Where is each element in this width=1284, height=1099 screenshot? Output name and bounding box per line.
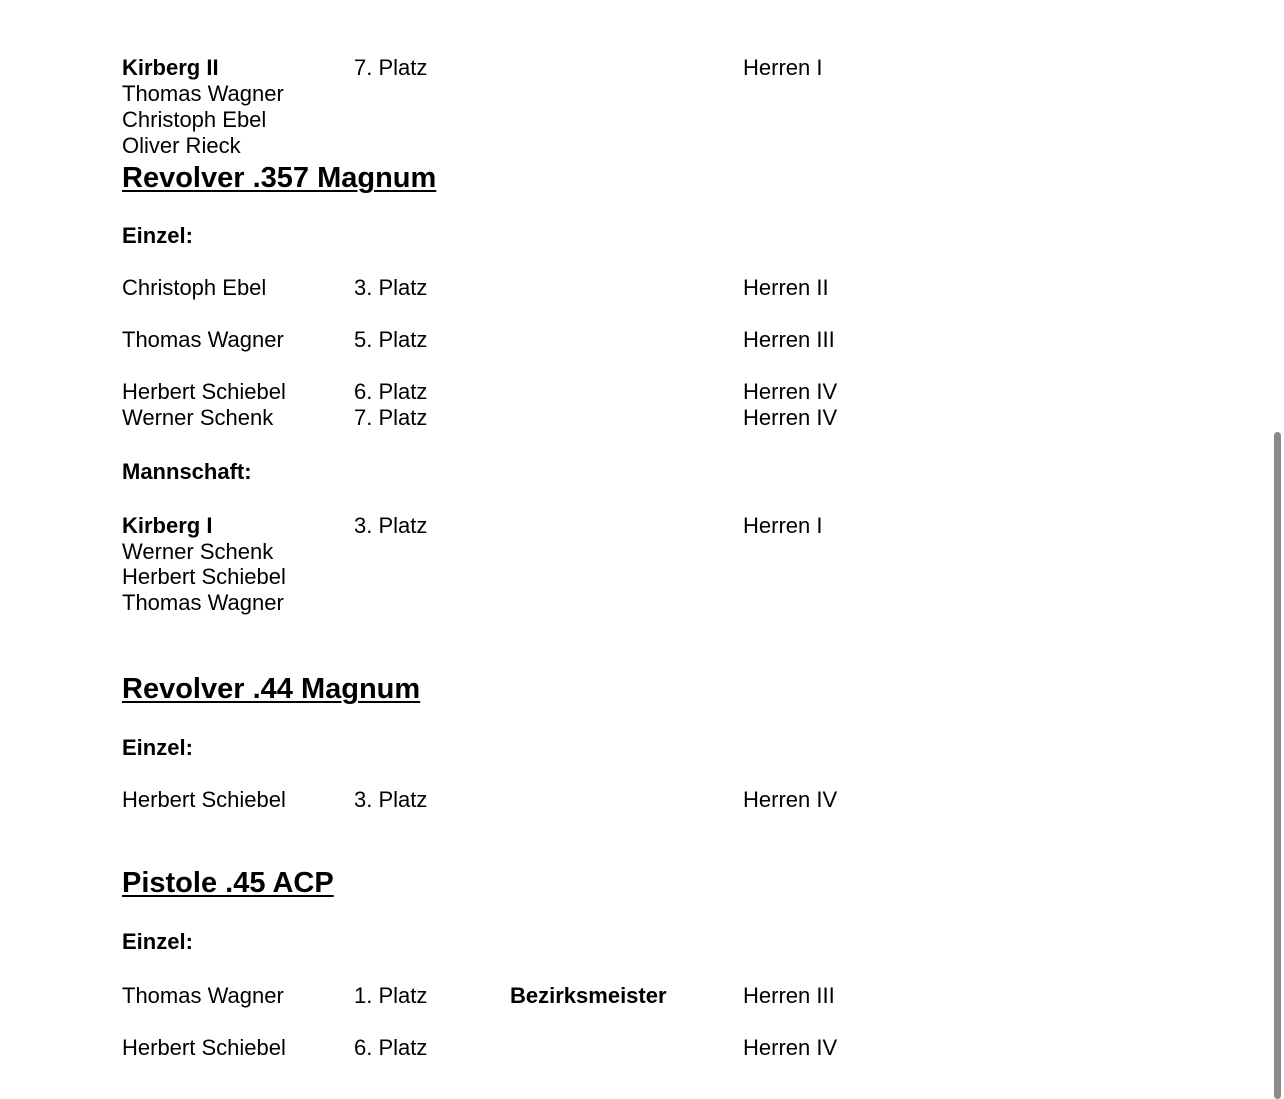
result-place: 3. Platz (354, 787, 428, 812)
result-class: Herren IV (743, 1035, 838, 1060)
team-place: 7. Platz (354, 55, 428, 80)
team-member: Thomas Wagner (122, 590, 284, 615)
result-name: Herbert Schiebel (122, 787, 286, 812)
vertical-scrollbar[interactable] (1270, 0, 1284, 1099)
result-name: Herbert Schiebel (122, 1035, 286, 1060)
team-place: 3. Platz (354, 513, 428, 538)
result-place: 6. Platz (354, 1035, 428, 1060)
team-member: Oliver Rieck (122, 133, 241, 158)
result-name: Thomas Wagner (122, 983, 284, 1008)
result-class: Herren III (743, 983, 835, 1008)
team-name: Kirberg I (122, 513, 213, 538)
result-class: Herren IV (743, 787, 838, 812)
result-title: Bezirksmeister (510, 983, 667, 1008)
team-member: Thomas Wagner (122, 81, 284, 106)
team-class: Herren I (743, 513, 823, 538)
einzel-label: Einzel: (122, 929, 193, 954)
result-class: Herren IV (743, 405, 838, 430)
result-class: Herren III (743, 327, 835, 352)
section-heading: Revolver .357 Magnum (122, 162, 437, 194)
section-heading: Pistole .45 ACP (122, 867, 334, 899)
result-place: 6. Platz (354, 379, 428, 404)
result-class: Herren II (743, 275, 829, 300)
result-name: Thomas Wagner (122, 327, 284, 352)
mannschaft-label: Mannschaft: (122, 459, 252, 484)
einzel-label: Einzel: (122, 223, 193, 248)
section-heading: Revolver .44 Magnum (122, 673, 421, 705)
result-name: Christoph Ebel (122, 275, 267, 300)
team-name: Kirberg II (122, 55, 219, 80)
result-place: 1. Platz (354, 983, 428, 1008)
team-member: Werner Schenk (122, 539, 274, 564)
result-name: Herbert Schiebel (122, 379, 286, 404)
result-class: Herren IV (743, 379, 838, 404)
scrollbar-thumb[interactable] (1274, 432, 1281, 1099)
result-place: 3. Platz (354, 275, 428, 300)
team-member: Christoph Ebel (122, 107, 267, 132)
result-place: 5. Platz (354, 327, 428, 352)
team-member: Herbert Schiebel (122, 564, 286, 589)
team-class: Herren I (743, 55, 823, 80)
einzel-label: Einzel: (122, 735, 193, 760)
result-place: 7. Platz (354, 405, 428, 430)
result-name: Werner Schenk (122, 405, 274, 430)
